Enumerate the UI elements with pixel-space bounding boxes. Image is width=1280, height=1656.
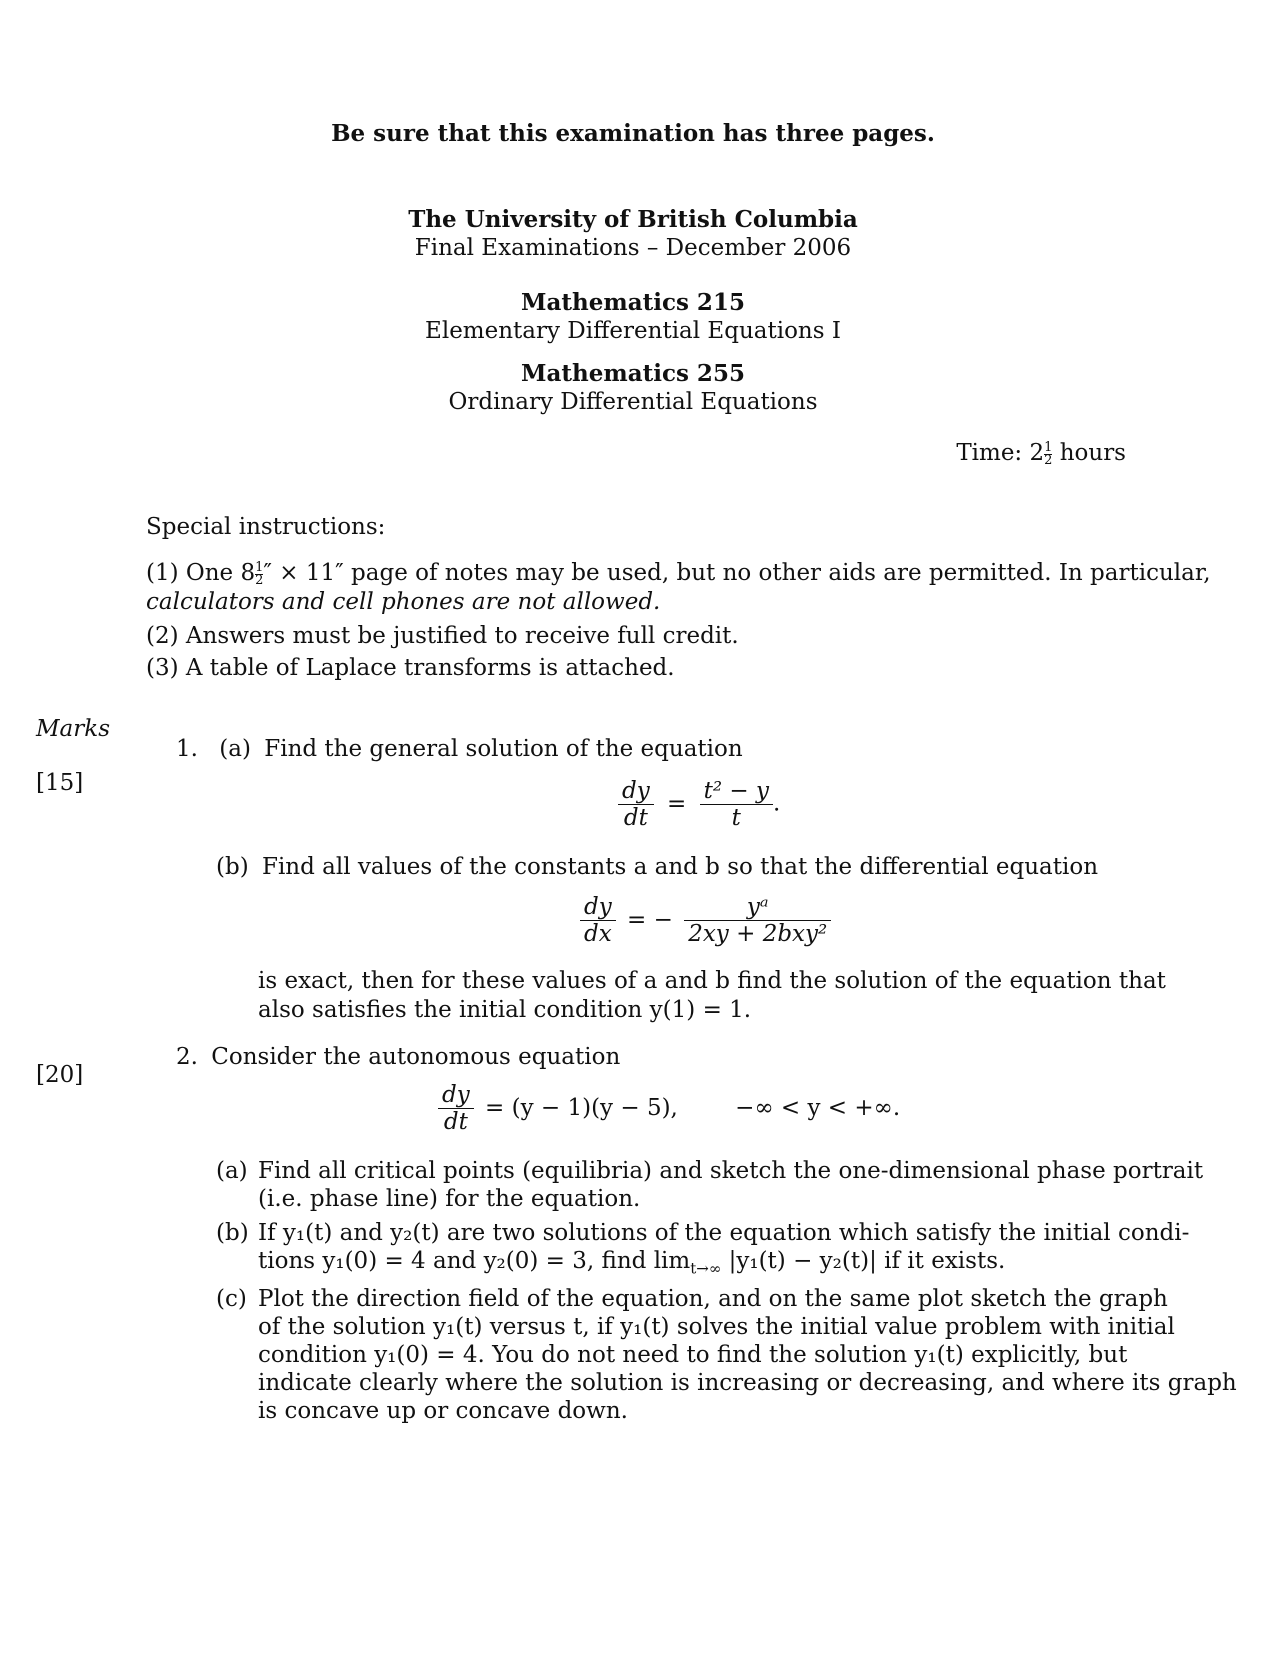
eq1-lhs-fraction: $\frac{dy}{dt}$ bbox=[618, 778, 654, 831]
q2-part-b: (b) If y₁(t) and y₂(t) are two solutions of the equation which satisfy the initial condi- tions y₁(0) = 4 and y₂(0) = 3, find $\lim_{t\to\infty} |y_1(t) - y_2(t)|$ if it exists. bbox=[216, 1220, 1190, 1278]
course2-title: Mathematics 255 bbox=[521, 360, 745, 387]
exam-time: Time: 2 $\frac{1}{2}$ hours bbox=[956, 439, 1126, 468]
q1-equation-2: $\frac{dy}{dx}$ = − $\frac{\text{yᵃ}}{\text{2xy + 2bxy²}}$ bbox=[580, 894, 831, 947]
q1a-text: Find the general solution of the equation bbox=[264, 736, 743, 762]
q2-part-a: (a) Find all critical points (equilibria) and sketch the one-dimensional phase portrait (i.e. phase line) for the equation. bbox=[216, 1158, 1204, 1212]
instruction-2: (2) Answers must be justified to receive full credit. bbox=[146, 622, 739, 649]
notes-page-fraction: $\frac{1}{2}$ bbox=[255, 559, 264, 588]
q1-part-b bbox=[216, 854, 1098, 880]
instructions-heading: Special instructions: bbox=[146, 514, 386, 540]
q2-marks: [20] bbox=[36, 1062, 84, 1088]
q1-number: 1. bbox=[176, 736, 198, 762]
q2-number: 2. bbox=[176, 1044, 198, 1070]
q2-equation: $\frac{dy}{dt}$ = (y − 1)(y − 5), −∞ < y < +∞. bbox=[438, 1082, 900, 1135]
marks-label: Marks bbox=[36, 716, 110, 742]
q1-marks: [15] bbox=[36, 770, 84, 796]
course2-subtitle: Ordinary Differential Equations bbox=[448, 389, 818, 415]
q1b-label: (b) bbox=[216, 854, 249, 880]
q1-equation-1: $\frac{dy}{dt}$ = $\frac{\text{t² − y}}{t}$ . bbox=[618, 778, 780, 831]
q2-eq-domain: −∞ < y < +∞. bbox=[735, 1094, 901, 1121]
exam-header bbox=[0, 206, 1266, 415]
q1-part-a bbox=[176, 736, 743, 762]
eq2-rhs-fraction: $\frac{\text{yᵃ}}{\text{2xy + 2bxy²}}$ bbox=[684, 894, 831, 947]
instruction-1: (1) One 8 $\frac{1}{2}$ ″ × 11″ page of notes may be used, but no other aids are permitted. In particular, bbox=[146, 559, 1211, 588]
instruction-3: (3) A table of Laplace transforms is attached. bbox=[146, 654, 675, 681]
q2-intro: 2. Consider the autonomous equation bbox=[176, 1044, 621, 1070]
instruction-1-continued: calculators and cell phones are not allowed. bbox=[146, 588, 661, 615]
course1-title: Mathematics 215 bbox=[521, 289, 745, 316]
time-fraction: $\frac{1}{2}$ bbox=[1044, 439, 1053, 468]
q1b-text: Find all values of the constants a and b so that the differential equation bbox=[261, 854, 1099, 880]
course1-subtitle: Elementary Differential Equations I bbox=[425, 318, 841, 344]
q2-eq-fraction: $\frac{dy}{dt}$ bbox=[438, 1082, 474, 1135]
q1b-continuation: is exact, then for these values of a and b find the solution of the equation that also satisfies the initial condition y(1) = 1. bbox=[258, 968, 1166, 1023]
university-name: The University of British Columbia bbox=[408, 206, 858, 233]
exam-banner: Be sure that this examination has three pages. bbox=[331, 120, 935, 147]
q2-parts bbox=[216, 1158, 1237, 1424]
q2-part-c: (c) Plot the direction field of the equation, and on the same plot sketch the graph of the solution y₁(t) versus t, if y₁(t) solves the initial value problem with initial condition y₁(0) = 4. You do not need to find the solution y₁(t) explicitly, but indicate clearly where the solution is increasing or decreasing, and where its graph is concave up or concave down. bbox=[216, 1285, 1237, 1424]
special-instructions bbox=[146, 514, 1211, 681]
q1a-label: (a) bbox=[219, 736, 251, 762]
eq1-rhs-fraction: $\frac{\text{t² − y}}{t}$ bbox=[700, 778, 773, 831]
eq2-lhs-fraction: $\frac{dy}{dx}$ bbox=[580, 894, 616, 947]
exam-session: Final Examinations – December 2006 bbox=[414, 235, 852, 261]
